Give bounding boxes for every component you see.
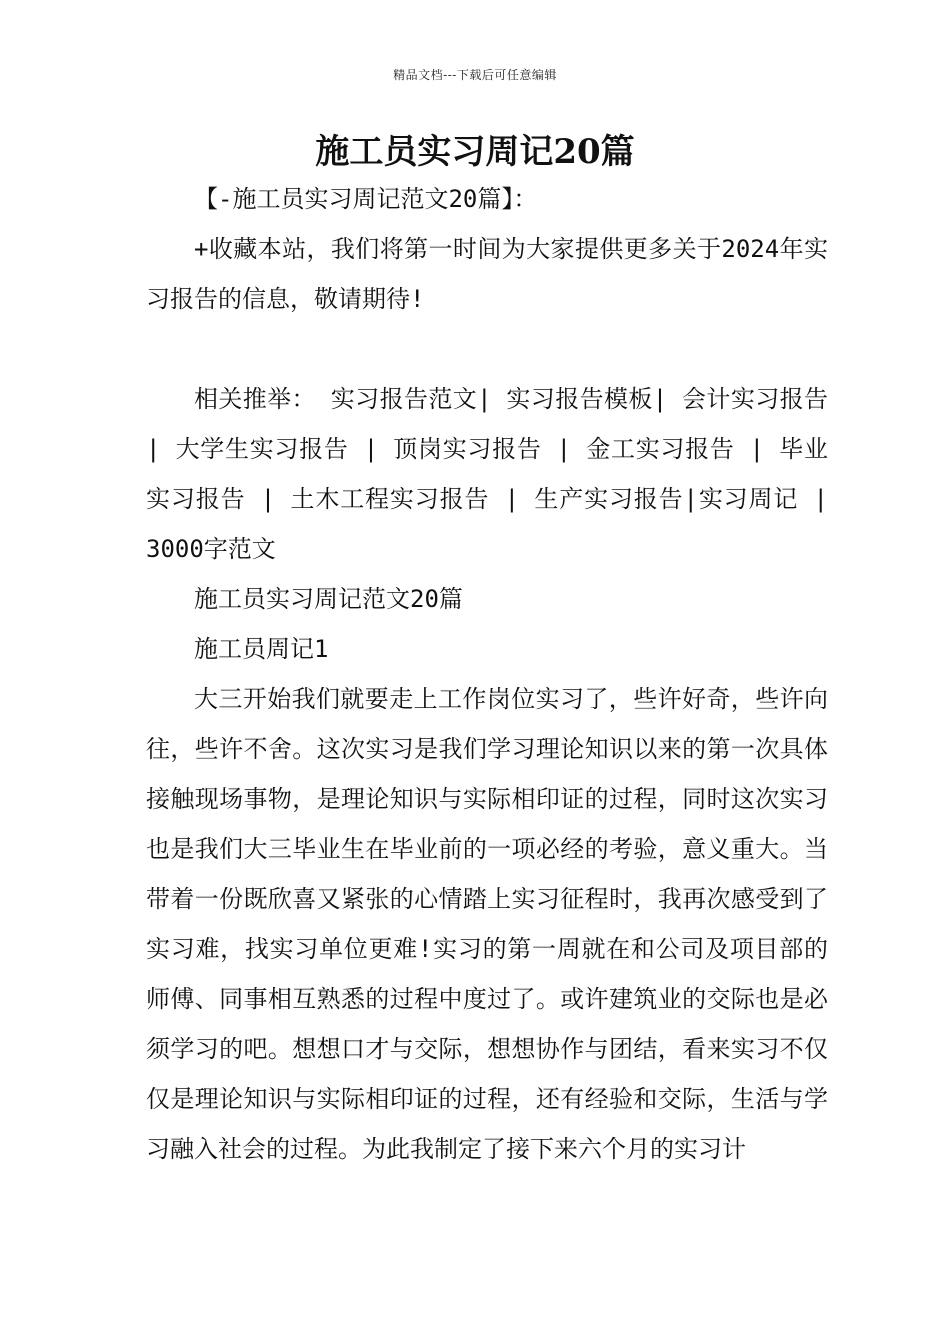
document-body <box>146 174 828 1174</box>
paragraph-spacer <box>146 324 828 374</box>
page-header-note: 精品文档---下载后可任意编辑 <box>393 68 557 82</box>
related-links-paragraph: 相关推举： 实习报告范文| 实习报告模板| 会计实习报告 | 大学生实习报告 | 顶岗实习报告 | 金工实习报告 | 毕业实习报告 | 土木工程实习报告 | 生产实习报告|实习周记 | 3000字范文 <box>146 385 828 563</box>
bookmark-paragraph: +收藏本站，我们将第一时间为大家提供更多关于2024年实习报告的信息，敬请期待! <box>146 235 828 313</box>
content-paragraph: 大三开始我们就要走上工作岗位实习了，些许好奇，些许向往，些许不舍。这次实习是我们学习理论知识以来的第一次具体接触现场事物，是理论知识与实际相印证的过程，同时这次实习也是我们大三毕业生在毕业前的一项必经的考验，意义重大。当带着一份既欣喜又紧张的心情踏上实习征程时，我再次感受到了实习难，找实习单位更难!实习的第一周就在和公司及项目部的师傅、同事相互熟悉的过程中度过了。或许建筑业的交际也是必须学习的吧。想想口才与交际，想想协作与团结，看来实习不仅仅是理论知识与实际相印证的过程，还有经验和交际，生活与学习融入社会的过程。为此我制定了接下来六个月的实习计 <box>146 685 828 1163</box>
intro-paragraph: 【-施工员实习周记范文20篇】： <box>194 185 538 213</box>
section-heading: 施工员周记1 <box>194 635 329 663</box>
document-title: 施工员实习周记20篇 <box>315 132 635 172</box>
subtitle-paragraph: 施工员实习周记范文20篇 <box>194 585 463 613</box>
